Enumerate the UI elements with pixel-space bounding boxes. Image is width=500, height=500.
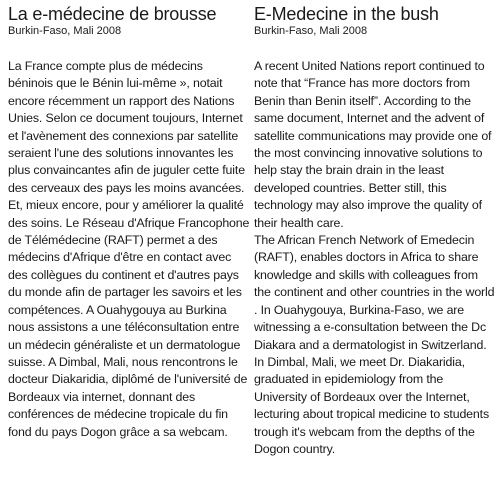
french-body: La France compte plus de médecins béninois que le Bénin lui-même », notait encore récemment un rapport des Nations Unies. Selon ce document toujours, Internet et l'avènement des connexions par satellite seraient l'une des solutions innovantes les plus convaincantes afin de juguler cette fuite des cerveaux des pays les moins avancées. Et, mieux encore, pour y améliorer la qualité des soins. Le Réseau d'Afrique Francophone de Télémédecine (RAFT) permet a des médecins d'Afrique d'être en contact avec des collègues du continent et d'autres pays du monde afin de partager les savoirs et les compétences. A Ouahygouya au Burkina nous assistons a une téléconsultation entre un médecin généraliste et un dermatologue suisse. A Dimbal, Mali, nous rencontrons le docteur Diakaridia, diplômé de l'université de Bordeaux via internet, donnant des conférences de médecine tropicale du fin fond du pays Dogon grâce a sa webcam. <box>8 59 250 439</box>
french-title: La e-médecine de brousse <box>8 4 217 24</box>
french-column <box>8 4 250 441</box>
french-subtitle: Burkin-Faso, Mali 2008 <box>8 25 122 37</box>
english-subtitle: Burkin-Faso, Mali 2008 <box>254 25 368 37</box>
english-body <box>254 58 496 458</box>
english-title: E-Medecine in the bush <box>254 4 439 24</box>
english-paragraph-2: The African French Network of Emedecin (RAFT), enables doctors in Africa to share knowledge and skills with colleagues from the continent and other countries in the world . In Ouahygouya, Burkina-Faso, we are witnessing a e-consultation between the Dc Diakara and a dermatologist in Switzerland. In Dimbal, Mali, we meet Dr. Diakaridia, graduated in epidemiology from the University of Bordeaux over the Internet, lecturing about tropical medicine to students trough it's webcam from the depths of the Dogon country. <box>254 233 495 456</box>
english-paragraph-1: A recent United Nations report continued to note that “France has more doctors from Benin than Benin itself”. According to the same document, Internet and the advent of satellite communications may provide one of the most convincing innovative solutions to help stay the brain drain in the least developed countries. Better still, this technology may also improve the quality of their health care. <box>254 59 492 230</box>
english-column <box>254 4 496 458</box>
